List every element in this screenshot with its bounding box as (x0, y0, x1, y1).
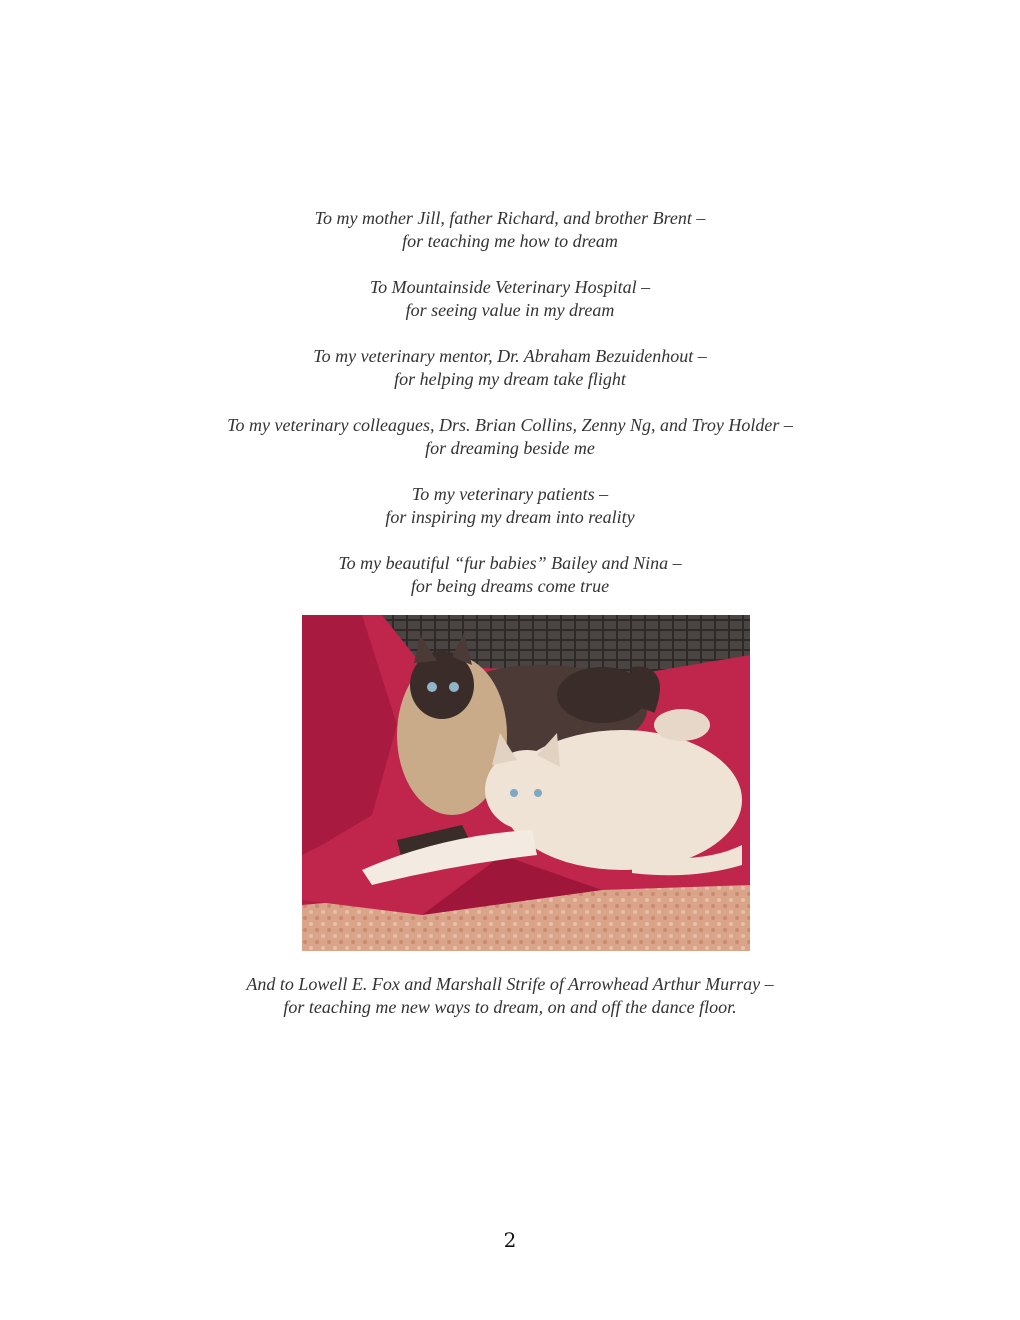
dedication-line: for teaching me how to dream (402, 231, 618, 251)
dedication-line: for seeing value in my dream (405, 300, 615, 320)
dedication-line: To my veterinary mentor, Dr. Abraham Bezuidenhout – (313, 346, 707, 366)
dedication-pets (0, 552, 1020, 598)
dedication-family (0, 207, 1020, 253)
dedication-patients (0, 483, 1020, 529)
dedication-line: for dreaming beside me (425, 438, 595, 458)
dedication-line: And to Lowell E. Fox and Marshall Strife of Arrowhead Arthur Murray – (246, 974, 774, 994)
dedication-line: for inspiring my dream into reality (385, 507, 635, 527)
dedication-line: for helping my dream take flight (394, 369, 626, 389)
dedication-line: To Mountainside Veterinary Hospital – (369, 277, 651, 297)
dedication-line: To my mother Jill, father Richard, and brother Brent – (314, 208, 706, 228)
dedication-line: To my veterinary patients – (411, 484, 609, 504)
dedication-line: for teaching me new ways to dream, on and off the dance floor. (283, 997, 737, 1017)
dedication-line: for being dreams come true (410, 576, 610, 596)
dedication-colleagues (0, 414, 1020, 460)
cats-photo (302, 615, 750, 951)
page-number: 2 (503, 1228, 517, 1252)
dedication-line: To my beautiful “fur babies” Bailey and Nina – (338, 553, 682, 573)
dedication-line: To my veterinary colleagues, Drs. Brian Collins, Zenny Ng, and Troy Holder – (227, 415, 793, 435)
dedication-mentor (0, 345, 1020, 391)
cats-photo-illustration (302, 615, 750, 951)
dedication-dance (0, 973, 1020, 1019)
dedication-hospital (0, 276, 1020, 322)
